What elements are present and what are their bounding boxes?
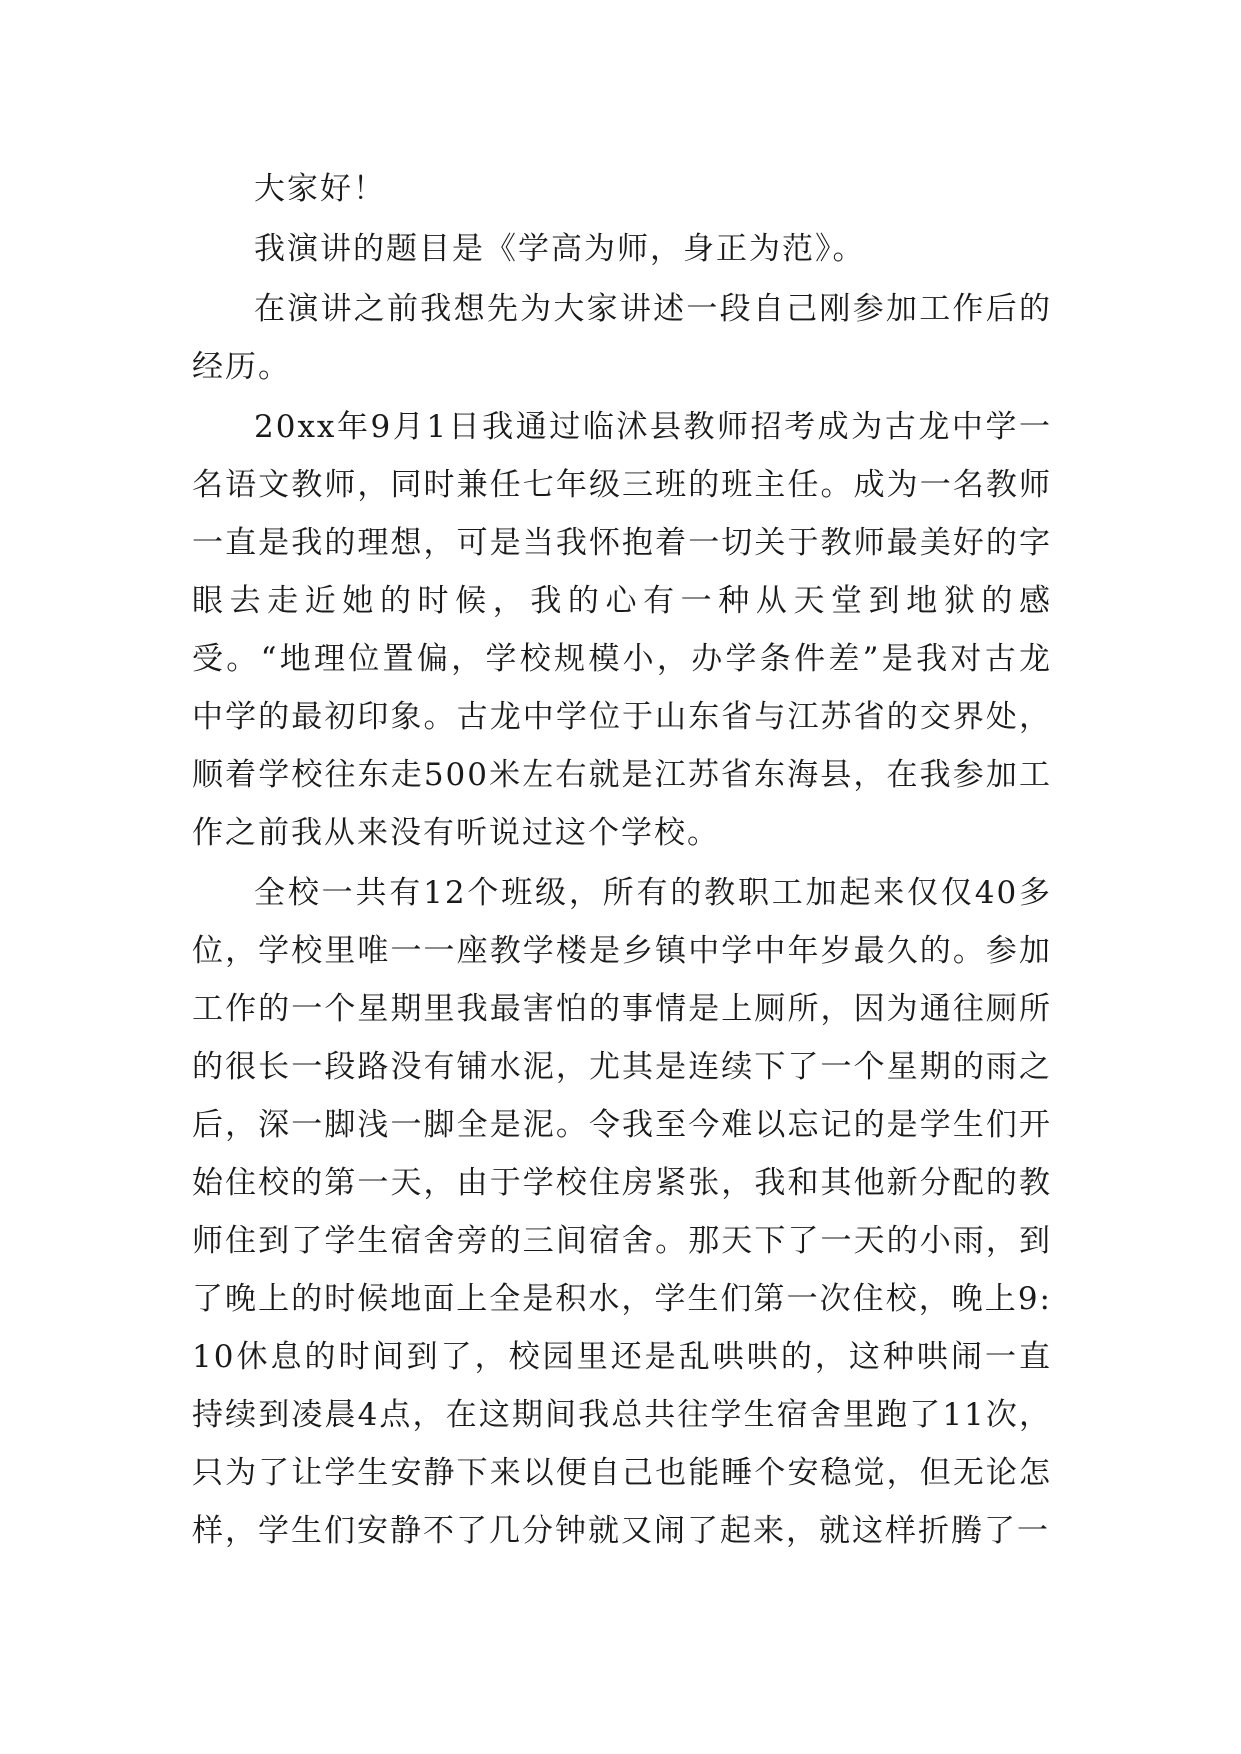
paragraph-greeting: 大家好！ [254, 171, 386, 207]
paragraph-intro: 在演讲之前我想先为大家讲述一段自己刚参加工作后的经历。 [192, 291, 1052, 385]
paragraph-first-impression: 20xx年9月1日我通过临沭县教师招考成为古龙中学一名语文教师，同时兼任七年级三班的班主任。成为一名教师一直是我的理想，可是当我怀抱着一切关于教师最美好的字眼去走近她的时候，我的心有一种从天堂到地狱的感受。“地理位置偏，学校规模小，办学条件差”是我对古龙中学的最初印象。古龙中学位于山东省与江苏省的交界处，顺着学校往东走500米左右就是江苏省东海县，在我参加工作之前我从来没有听说过这个学校。 [192, 409, 1052, 851]
paragraph-school-description: 全校一共有12个班级，所有的教职工加起来仅仅40多位，学校里唯一一座教学楼是乡镇中学中年岁最久的。参加工作的一个星期里我最害怕的事情是上厕所，因为通往厕所的很长一段路没有铺水泥，尤其是连续下了一个星期的雨之后，深一脚浅一脚全是泥。令我至今难以忘记的是学生们开始住校的第一天，由于学校住房紧张，我和其他新分配的教师住到了学生宿舍旁的三间宿舍。那天下了一天的小雨，到了晚上的时候地面上全是积水，学生们第一次住校，晚上9:10休息的时间到了，校园里还是乱哄哄的，这种哄闹一直持续到凌晨4点，在这期间我总共往学生宿舍里跑了11次，只为了让学生安静下来以便自己也能睡个安稳觉，但无论怎样，学生们安静不了几分钟就又闹了起来，就这样折腾了一 [192, 875, 1052, 1549]
paragraph-speech-title: 我演讲的题目是《学高为师，身正为范》。 [254, 231, 866, 267]
document-body [192, 160, 1052, 1562]
